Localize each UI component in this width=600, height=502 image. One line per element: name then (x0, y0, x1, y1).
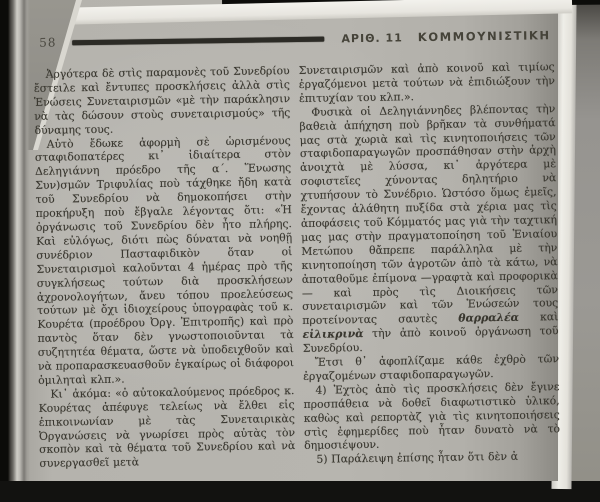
issue-label: ΑΡΙΘ. 11 (341, 30, 403, 45)
left-column (34, 64, 296, 471)
paragraph: 4) Ἐχτὸς ἀπὸ τὶς προσκλήσεις δὲν ἔγινε προσπάθεια νὰ δοθεῖ διαφωτιστικὸ ὑλικό, καθὼς καὶ ρεπορτὰζ γιὰ τὶς κινητοποιήσεις στὶς ἐφημερίδες ποὺ ἦταν δυνατὸ νὰ τὸ δημοσιέψουν. (303, 379, 561, 453)
emphasized-word: θαρραλέα (458, 311, 520, 325)
paragraph: Ἔτσι θ᾽ ἀφοπλίζαμε κάθε ἐχθρὸ τῶν ἐργαζομένων σταφιδοπαραγωγῶν. (303, 352, 560, 383)
masthead-title: ΚΟΜΜΟΥΝΙΣΤΙΚΗ (417, 28, 551, 45)
paragraph-text: τὴν ἀπὸ κοινοῦ ὀργάνωση τοῦ Συνεδρίου. (302, 324, 559, 356)
page-number: 58 (39, 35, 57, 50)
page-content (33, 24, 562, 502)
paragraph-text: Φυσικὰ οἱ Δεληγιάννηδες βλέποντας τὴν βαθειὰ ἀπήχηση ποὺ βρῆκαν τὰ συνθήματά μας στὰ χωριὰ καὶ τὶς κινητοποιήσεις τῶν σταφιδοπαραγωγῶν προσπάθησαν στὴν ἀρχὴ ἀνοιχτὰ μὲ λύσσα, κι᾽ ἀργότερα μὲ σοφιστεῖες χύνοντας δηλητήριο νὰ χτυπήσουν τὸ Συνέδριο. Ὡστόσο ὅμως ἐμεῖς, ἔχοντας ἀλάθητη πυξίδα στὰ χέρια μας τὶς ἀποφάσεις τοῦ Κόμματός μας γιὰ τὴν ταχτική μας μας στὴν πραγματοποίηση τοῦ Ἑνιαίου Μετώπου θἄπρεπε παράλληλα μὲ τὴν κινητοποίηση τῶν ἀγροτῶν ἀπὸ τὰ κάτω, νὰ ἀποταθοῦμε ἐπίμονα —γραφτὰ καὶ προφορικὰ— καὶ πρὸς τὶς Διοικήσεις τῶν συνεταιρισμῶν καὶ τῶν Ἑνώσεών τους προτείνοντας σαυτὲς (299, 101, 559, 328)
right-column (299, 60, 561, 467)
text-columns (34, 60, 562, 471)
paragraph: 5) Παράλειψη ἐπίσης ἦταν ὅτι δὲν ἀ (316, 450, 519, 467)
paragraph: Ἀργότερα δὲ στὶς παραμονὲς τοῦ Συνεδρίου ἔστειλε καὶ ἔντυπες προσκλήσεις ἀλλὰ στὶς Ἑνώσεις Συνεταιρισμῶν «μὲ τὴν παράκλησιν νὰ τὰς δώσουν στοὺς συνεταιρισμούς» τῆς δύναμης τους. (33, 64, 291, 137)
paragraph: Κι᾽ ἀκόμα: «ὁ αὐτοκαλούμενος πρόεδρος κ. Κουρέτας ἀπέφυγε τελείως νὰ ἔλθει εἰς ἐπικοινωνίαν μὲ τὰς Συνεταιρικὰς Ὀργανώσεις νὰ γνωρίσει πρὸς αὐτὰς τὸν σκοπὸν καὶ τὰ θέματα τοῦ Συνεδρίου καὶ νὰ συνεργασθεῖ μετὰ (38, 383, 296, 471)
emphasized-word: εἰλικρινὰ (302, 327, 364, 342)
paragraph (299, 102, 559, 356)
paragraph-text: καὶ (518, 310, 559, 325)
header-rule (72, 36, 324, 45)
paragraph: Συνεταιρισμῶν καὶ ἀπὸ κοινοῦ καὶ τιμίως ἐργαζόμενοι μετὰ τούτων νὰ ἐπιδιώξουν τὴν ἐπιτυχίαν του κλπ.». (298, 60, 555, 105)
book-gutter (0, 0, 30, 481)
paragraph: Αὐτὸ ἔδωκε ἀφορμὴ σὲ ὡρισμένους σταφιδοπατέρες κι᾽ ἰδιαίτερα στὸν Δεληγιάννη πρόεδρο τῆς α΄. Ἕνωσης Συν)σμῶν Τριφυλίας ποὺ τάχθηκε ἤδη κατὰ τοῦ Συνεδρίου νὰ δημοκοπήσει στὴν προκήρυξη ποὺ ἔβγαλε λέγοντας ὅτι: «Ἡ ὀργάνωσις τοῦ Συνεδρίου δὲν ἦτο πλήρης. Καὶ εὐλόγως, διότι πὼς δύναται νὰ νοηθῇ συνέδριον Πασταφιδικὸν ὅταν οἱ Συνεταιρισμοὶ καλοῦνται 4 ἡμέρας πρὸ τῆς συγκλήσεως τούτων διὰ προσκλήσεων ἀχρονολογήτων, ἄνευ τόπου προελεύσεως τούτων μὲ ὄχι ἰδιοχείρους ὑπογραφὰς τοῦ κ. Κουρέτα (προέδρου Ὀργ. Ἐπιτροπῆς) καὶ πρὸ παντὸς ὅταν δὲν γνωστοποιοῦνται τὰ συζητητέα θέματα, ὥστε νὰ ὑποδειχθοῦν καὶ νὰ προπαρασκευασθοῦν ἐγκαίρως οἱ διάφοροι ὁμιληταὶ κλπ.». (34, 133, 295, 387)
